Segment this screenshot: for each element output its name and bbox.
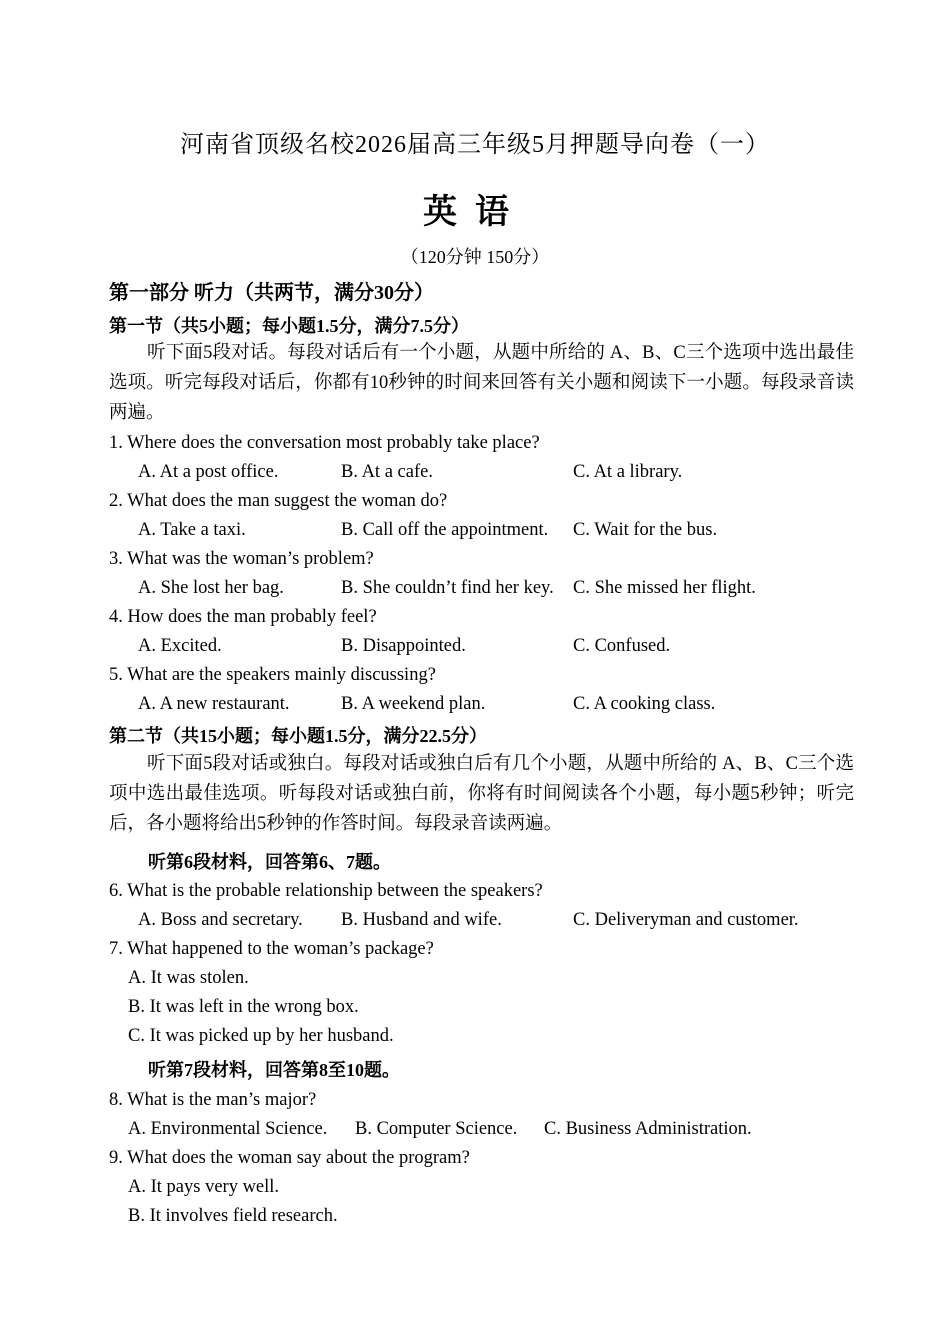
question-stem: 1. Where does the conversation most probably take place? xyxy=(109,433,540,453)
option-c: C. She missed her flight. xyxy=(573,578,756,598)
option-a: A. It was stolen. xyxy=(128,968,249,988)
option-a: A. Environmental Science. xyxy=(128,1119,328,1139)
option-a: A. Excited. xyxy=(138,636,222,656)
option-a: A. She lost her bag. xyxy=(138,578,284,598)
option-c: C. Confused. xyxy=(573,636,671,656)
question-stem: 5. What are the speakers mainly discussing? xyxy=(109,665,436,685)
option-a: A. Take a taxi. xyxy=(138,520,246,540)
option-c: C. At a library. xyxy=(573,462,683,482)
option-a: A. A new restaurant. xyxy=(138,694,290,714)
material-instruction: 听第7段材料，回答第8至10题。 xyxy=(148,1060,400,1080)
question-stem: 3. What was the woman’s problem? xyxy=(109,549,374,569)
exam-duration: （120分钟 150分） xyxy=(400,247,550,267)
option-b: B. Husband and wife. xyxy=(341,910,502,930)
exam-title: 河南省顶级名校2026届高三年级5月押题导向卷（一） xyxy=(180,132,770,158)
option-c: C. It was picked up by her husband. xyxy=(128,1026,394,1046)
question-stem: 2. What does the man suggest the woman do? xyxy=(109,491,448,511)
option-b: B. Computer Science. xyxy=(355,1119,518,1139)
section1-directions: 听下面5段对话。每段对话后有一个小题，从题中所给的 A、B、C三个选项中选出最佳选项。听完每段对话后，你都有10秒钟的时间来回答有关小题和阅读下一小题。每段录音读两遍。 xyxy=(109,343,854,423)
option-c: C. A cooking class. xyxy=(573,694,716,714)
part1-heading: 第一部分 听力（共两节，满分30分） xyxy=(109,282,434,304)
option-a: A. It pays very well. xyxy=(128,1177,280,1197)
question-stem: 8. What is the man’s major? xyxy=(109,1090,317,1110)
option-a: A. Boss and secretary. xyxy=(138,910,303,930)
section2-heading: 第二节（共15小题；每小题1.5分，满分22.5分） xyxy=(109,726,487,746)
option-b: B. A weekend plan. xyxy=(341,694,486,714)
section2-directions: 听下面5段对话或独白。每段对话或独白后有几个小题，从题中所给的 A、B、C三个选项中选出最佳选项。听每段对话或独白前，你将有时间阅读各个小题，每小题5秒钟；听完后，各小题将给出5秒钟的作答时间。每段录音读两遍。 xyxy=(109,754,854,834)
option-c: C. Business Administration. xyxy=(544,1119,752,1139)
question-stem: 4. How does the man probably feel? xyxy=(109,607,377,627)
option-b: B. She couldn’t find her key. xyxy=(341,578,554,598)
option-b: B. Call off the appointment. xyxy=(341,520,549,540)
option-c: C. Deliveryman and customer. xyxy=(573,910,799,930)
question-stem: 6. What is the probable relationship between the speakers? xyxy=(109,881,543,901)
option-b: B. Disappointed. xyxy=(341,636,466,656)
subject-heading: 英语 xyxy=(423,192,527,232)
option-b: B. It involves field research. xyxy=(128,1206,338,1226)
option-c: C. Wait for the bus. xyxy=(573,520,718,540)
section1-heading: 第一节（共5小题；每小题1.5分，满分7.5分） xyxy=(109,316,469,336)
question-stem: 7. What happened to the woman’s package? xyxy=(109,939,434,959)
question-stem: 9. What does the woman say about the program? xyxy=(109,1148,470,1168)
material-instruction: 听第6段材料，回答第6、7题。 xyxy=(148,852,391,872)
option-b: B. At a cafe. xyxy=(341,462,433,482)
option-b: B. It was left in the wrong box. xyxy=(128,997,359,1017)
option-a: A. At a post office. xyxy=(138,462,279,482)
